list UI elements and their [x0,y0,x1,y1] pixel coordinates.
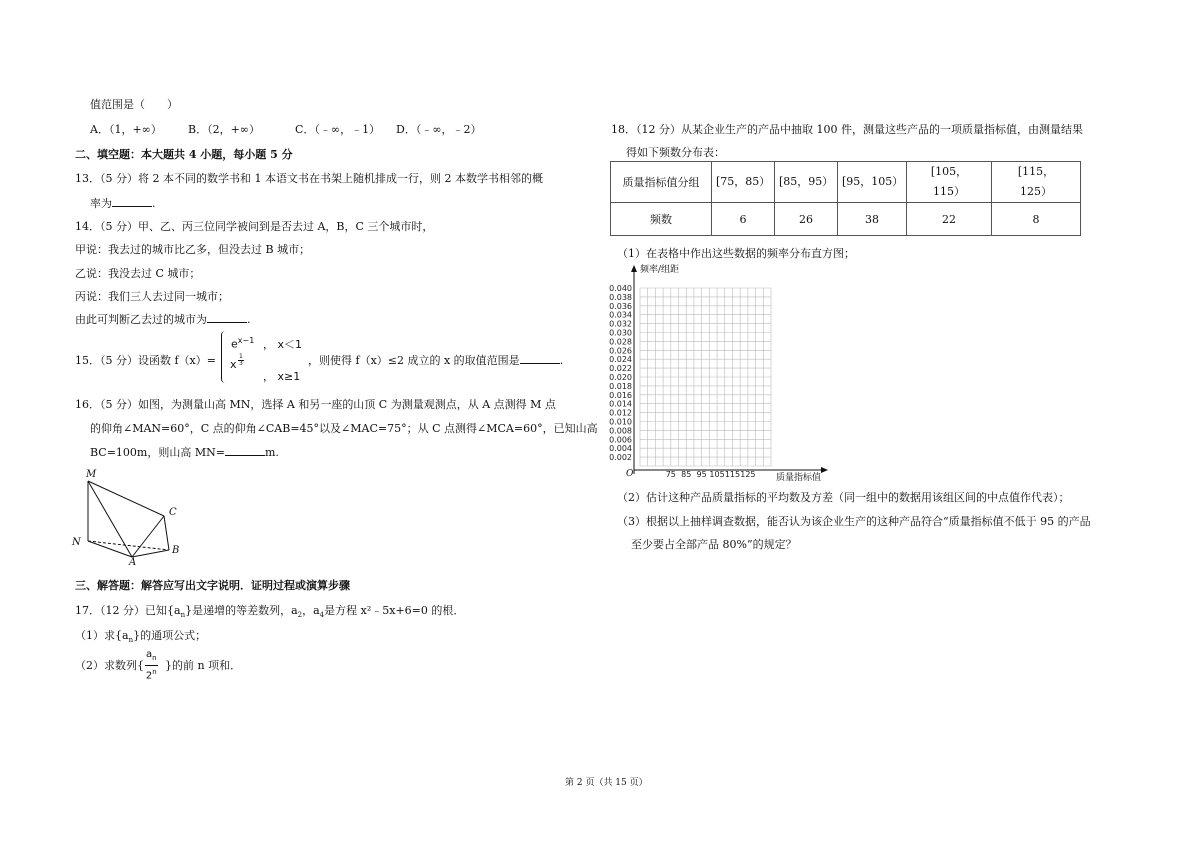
q15-case2: x [230,358,237,371]
q17-line1: 17．（12 分）已知$\{a_n\}$是递增的等差数列，$a_2$，$a_4$是方程 x²﹣5x+6=0 的根． [75,604,465,620]
label-m: M [86,469,97,480]
y-axis-arrow [631,265,637,272]
q17-fraction: $a_n$ 2$^n$ [145,649,157,682]
y-tick-label: 0.008 [609,426,632,436]
q15-case1: $e^{x-1}$ [231,336,255,351]
y-tick-label: 0.010 [609,417,632,427]
table-header-cell: 质量指标值分组 [611,162,712,203]
section2-heading: 二、填空题：本大题共 4 小题，每小题 5 分 [75,148,293,161]
y-tick-label: 0.004 [609,444,632,454]
x-tick-label: 125 [740,470,756,479]
x-axis-label: 质量指标值 [776,473,822,483]
q18-part2: （2）估计这种产品质量指标的平均数及方差（同一组中的数据用该组区间的中点值作代表）； [617,491,1070,504]
y-tick-label: 0.012 [609,408,632,418]
table-cell: 6 [712,203,775,236]
q14-conclusion: 由此可判断乙去过的城市为 . [75,313,251,326]
q18-part3-line2: 至少要占全部产品 80%”的规定？ [631,538,797,551]
q12-option-a: A．（1，+∞） [90,123,162,136]
origin-label: O [626,469,634,479]
y-tick-label: 0.018 [609,381,632,391]
q14-line1: 14．（5 分）甲、乙、丙三位同学被问到是否去过 A，B，C 三个城市时， [75,220,434,233]
q12-option-b: B．（2，+∞） [188,123,260,136]
q15-case1-condition: ， x＜1 [263,338,303,351]
q15-case2-condition: ， x≥1 [263,370,301,383]
histogram-gridlines [640,288,771,466]
frequency-table [610,161,1081,236]
y-tick-label: 0.022 [609,364,632,374]
table-row-label: 频数 [611,203,712,236]
table-cell: 38 [838,203,907,236]
histogram-y-ticks [609,284,632,462]
x-tick-label: 95 [696,470,707,479]
q14-yi: 乙说：我没去过 C 城市； [75,267,201,280]
q18-line1: 18．（12 分）从某企业生产的产品中抽取 100 件，测量这些产品的一项质量指标值，由测量结果 [611,123,1083,136]
answer-blank [520,353,560,364]
label-b: B [172,545,180,556]
q16-line2: 的仰角∠MAN=60°，C 点的仰角∠CAB=45°以及∠MAC=75°；从 C 点测得∠MCA=60°，已知山高 [90,422,598,435]
table-cell: [85，95） [775,162,838,203]
table-cell: 26 [775,203,838,236]
table-cell: 22 [907,203,992,236]
q14-bing: 丙说：我们三人去过同一城市； [75,290,229,303]
x-tick-label: 115 [724,470,741,479]
table-cell: [75，85） [712,162,775,203]
x-tick-label: 105 [709,470,725,479]
x-tick-label: 85 [681,470,692,479]
q18-part1: （1）在表格中作出这些数据的频率分布直方图； [617,247,855,260]
q12-option-c: C．（﹣∞，﹣1） [295,123,381,136]
y-tick-label: 0.002 [609,453,632,463]
q13-line2: 率为 . [90,197,156,210]
answer-blank [112,196,152,207]
q17-part2-prefix: （2）求数列{ [75,659,144,672]
answer-blank [207,312,247,323]
table-row [611,203,1081,236]
piecewise-brace [221,331,228,383]
q17-part2-suffix: }的前 n 项和． [165,659,242,672]
y-tick-label: 0.006 [609,435,632,445]
q16-line3: BC=100m，则山高 MN= m. [90,446,279,459]
y-tick-label: 0.038 [609,292,632,302]
y-tick-label: 0.026 [609,346,632,356]
x-tick-label: 75 [665,470,676,479]
y-tick-label: 0.036 [609,301,632,311]
table-row [611,162,1081,203]
y-tick-label: 0.014 [609,399,632,409]
answer-blank [225,445,265,456]
geometry-figure [68,464,198,566]
y-tick-label: 0.034 [609,310,632,320]
y-tick-label: 0.030 [609,328,632,338]
y-tick-label: 0.016 [609,390,632,400]
section3-heading: 三、解答题：解答应写出文字说明．证明过程或演算步骤 [75,579,350,592]
q18-line2: 得如下频数分布表： [626,146,725,159]
histogram-grid [596,258,836,483]
table-cell: [105， 115） [907,162,992,203]
q16-line1: 16．（5 分）如图，为测量山高 MN，选择 A 和另一座的山顶 C 为测量观测点，从 A 点测得 M 点 [75,398,556,411]
y-tick-label: 0.032 [609,319,632,329]
q13-line1: 13．（5 分）将 2 本不同的数学书和 1 本语文书在书架上随机排成一行，则 2 本数学书相邻的概 [75,172,543,185]
q18-part3-line1: （3）根据以上抽样调查数据，能否认为该企业生产的这种产品符合“质量指标值不低于 95 的产品 [617,515,1091,528]
q17-part1: （1）求$\{a_n\}$的通项公式； [75,629,207,645]
y-tick-label: 0.028 [609,337,632,347]
table-cell: [95，105） [838,162,907,203]
q15-suffix: ，则使得 f（x）≤2 成立的 x 的取值范围是 . [308,354,564,367]
table-cell: 8 [992,203,1081,236]
label-n: N [72,537,81,548]
y-axis-label: 频率/组距 [640,265,680,275]
y-tick-label: 0.040 [609,284,632,293]
label-c: C [169,507,177,518]
q15-prefix: 15．（5 分）设函数 f（x）= [75,354,216,367]
page-number: 第 2 页（共 15 页） [565,778,648,788]
q12-tail: 值范围是（ ） [90,98,178,111]
y-tick-label: 0.024 [609,355,632,365]
label-a: A [129,557,137,566]
histogram-x-ticks [666,470,756,479]
q15-case2-exponent: 1 3 [239,353,243,367]
table-cell: [115， 125） [992,162,1081,203]
y-tick-label: 0.020 [609,373,632,382]
q14-jia: 甲说：我去过的城市比乙多，但没去过 B 城市； [75,243,311,256]
x-axis-arrow [821,467,828,473]
q12-option-d: D．（﹣∞，﹣2） [396,123,482,136]
